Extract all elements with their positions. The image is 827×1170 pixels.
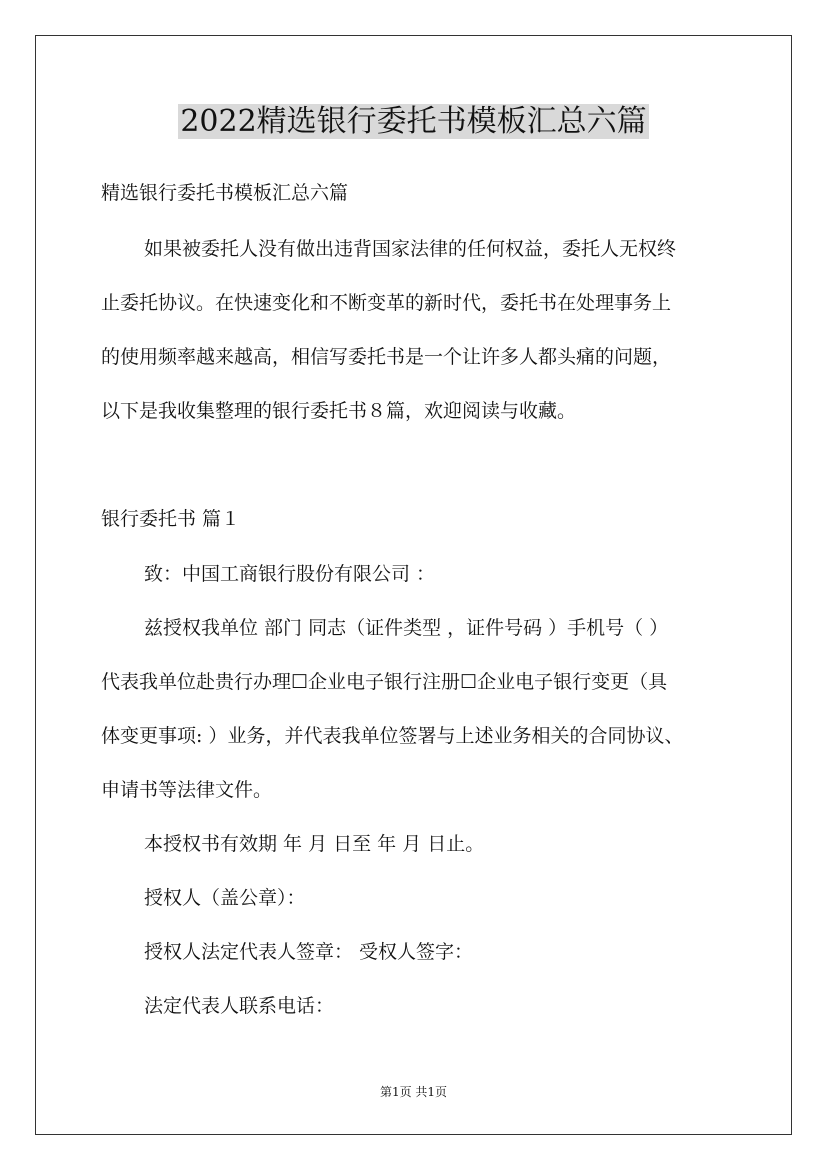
document-subtitle: 精选银行委托书模板汇总六篇 [101,182,349,204]
validity-line: 本授权书有效期 年 月 日至 年 月 日止。 [144,833,485,855]
intro-line-1: 如果被委托人没有做出违背国家法律的任何权益，委托人无权终 [144,238,677,260]
intro-line-4: 以下是我收集整理的银行委托书８篇，欢迎阅读与收藏。 [101,400,577,422]
document-title-text: 2022精选银行委托书模板汇总六篇 [180,104,647,139]
intro-line-2: 止委托协议。在快速变化和不断变革的新时代，委托书在处理事务上 [101,292,672,314]
body-line-2: 代表我单位赴贵行办理☐企业电子银行注册☐企业电子银行变更（具 [101,671,668,693]
page-footer: 第1页 共1页 [379,1085,448,1099]
authorizer-line: 授权人（盖公章）： [144,887,306,909]
intro-line-3: 的使用频率越来越高，相信写委托书是一个让许多人都头痛的问题， [101,346,672,368]
section-heading: 银行委托书 篇１ [101,508,241,530]
addressee-line: 致：中国工商银行股份有限公司 ： [144,563,436,585]
contact-line: 法定代表人联系电话： [144,995,335,1017]
signature-line: 授权人法定代表人签章： 受权人签字： [144,941,474,963]
body-line-4: 申请书等法律文件。 [101,779,273,801]
body-line-3: 体变更事项: ）业务，并代表我单位签署与上述业务相关的合同协议、 [101,725,684,747]
body-line-1: 兹授权我单位 部门 同志（证件类型 ，证件号码 ）手机号（ ） [144,617,669,639]
document-title [0,100,827,144]
